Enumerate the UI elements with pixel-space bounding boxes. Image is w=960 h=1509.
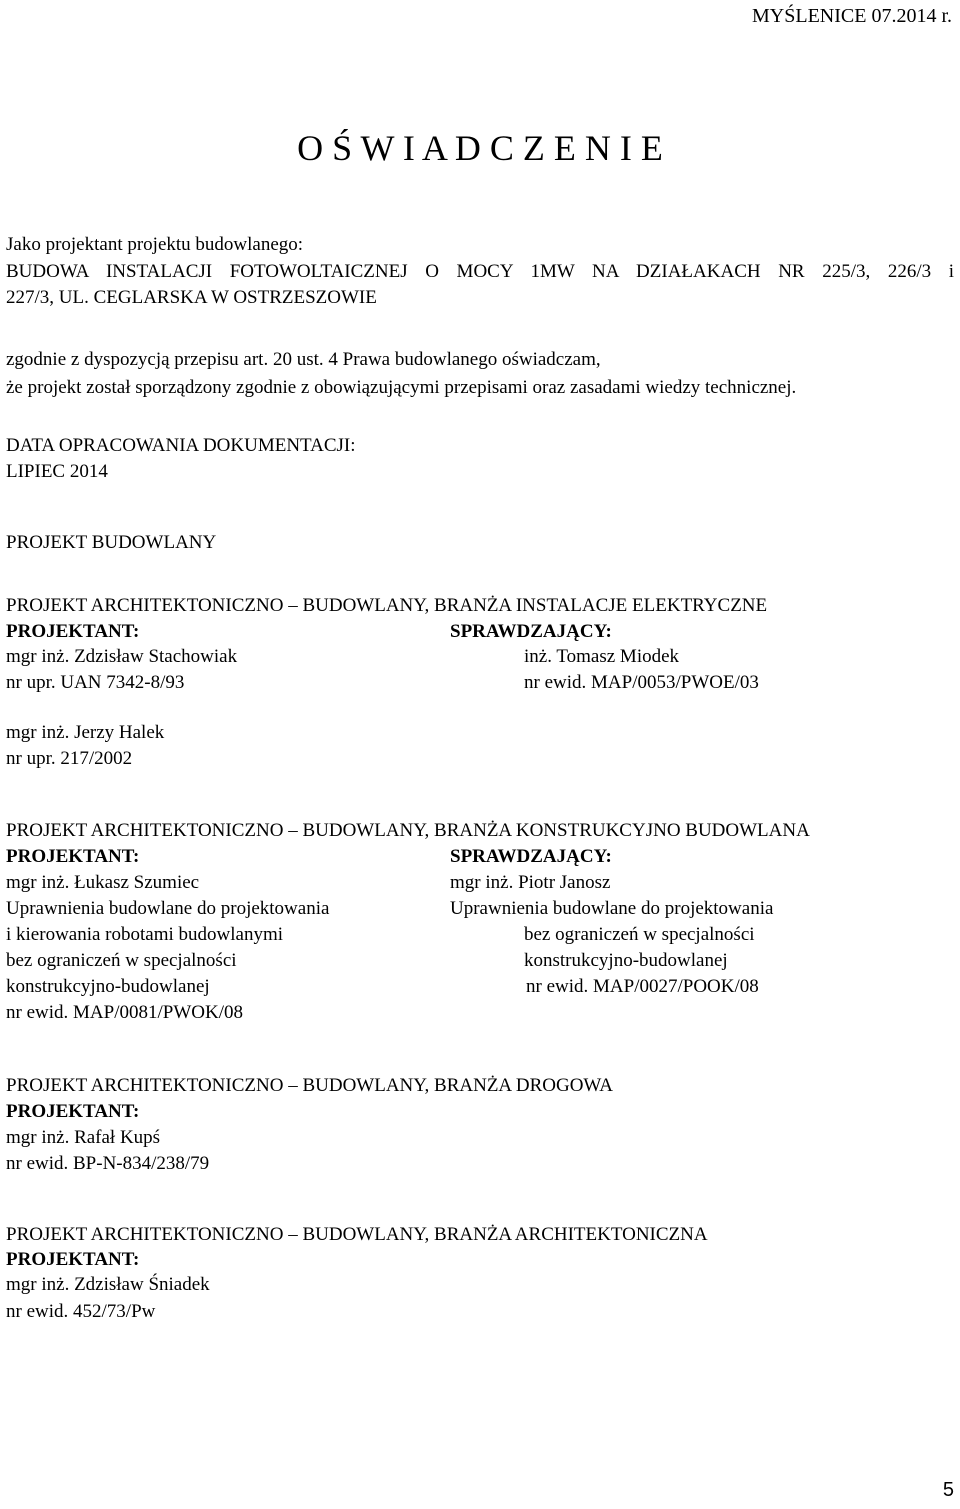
statement-line: zgodnie z dyspozycją przepisu art. 20 ust. 4 Prawa budowlanego oświadczam, <box>6 349 601 370</box>
project-name-line: 227/3, UL. CEGLARSKA W OSTRZESZOWIE <box>6 287 377 308</box>
designer-label: PROJEKTANT: <box>6 846 140 867</box>
section-heading-road: PROJEKT ARCHITEKTONICZNO – BUDOWLANY, BRANŻA DROGOWA <box>6 1075 613 1096</box>
checker-label: SPRAWDZAJĄCY: <box>450 621 612 642</box>
section-heading-electrical: PROJEKT ARCHITEKTONICZNO – BUDOWLANY, BRANŻA INSTALACJE ELEKTRYCZNE <box>6 595 768 616</box>
designer-line: mgr inż. Zdzisław Stachowiak <box>6 646 238 667</box>
designer-line: mgr inż. Łukasz Szumiec <box>6 872 200 893</box>
designer-line: nr ewid. MAP/0081/PWOK/08 <box>6 1002 243 1023</box>
header-place-date: MYŚLENICE 07.2014 r. <box>752 5 952 27</box>
designer-label: PROJEKTANT: <box>6 621 140 642</box>
statement-line: że projekt został sporządzony zgodnie z obowiązującymi przepisami oraz zasadami wiedzy technicznej. <box>6 377 797 398</box>
date-label: DATA OPRACOWANIA DOKUMENTACJI: <box>6 435 356 456</box>
checker-label: SPRAWDZAJĄCY: <box>450 846 612 867</box>
checker-line: konstrukcyjno-budowlanej <box>524 950 728 971</box>
intro-line: Jako projektant projektu budowlanego: <box>6 234 304 255</box>
checker-line: bez ograniczeń w specjalności <box>524 924 755 945</box>
designer-line: konstrukcyjno-budowlanej <box>6 976 210 997</box>
designer2-line: mgr inż. Jerzy Halek <box>6 722 165 743</box>
checker-line: nr ewid. MAP/0027/POOK/08 <box>526 976 759 997</box>
date-value: LIPIEC 2014 <box>6 461 108 482</box>
checker-line: mgr inż. Piotr Janosz <box>450 872 611 893</box>
checker-line: Uprawnienia budowlane do projektowania <box>450 898 774 919</box>
document-title: O Ś W I A D C Z E N I E <box>297 128 663 168</box>
designer-line: nr upr. UAN 7342-8/93 <box>6 672 185 693</box>
designer-line: mgr inż. Rafał Kupś <box>6 1127 161 1148</box>
designer-line: mgr inż. Zdzisław Śniadek <box>6 1274 210 1295</box>
project-type: PROJEKT BUDOWLANY <box>6 532 217 553</box>
designer2-line: nr upr. 217/2002 <box>6 748 133 769</box>
designer-line: nr ewid. 452/73/Pw <box>6 1301 156 1322</box>
checker-line: inż. Tomasz Miodek <box>524 646 680 667</box>
designer-label: PROJEKTANT: <box>6 1101 140 1122</box>
project-name-line: BUDOWA INSTALACJI FOTOWOLTAICZNEJ O MOCY 1MW NA DZIAŁAKACH NR 225/3, 226/3 i <box>6 261 954 282</box>
section-heading-architectural: PROJEKT ARCHITEKTONICZNO – BUDOWLANY, BRANŻA ARCHITEKTONICZNA <box>6 1224 708 1245</box>
designer-line: i kierowania robotami budowlanymi <box>6 924 284 945</box>
page-number: 5 <box>942 1479 954 1501</box>
designer-line: bez ograniczeń w specjalności <box>6 950 237 971</box>
designer-line: nr ewid. BP-N-834/238/79 <box>6 1153 210 1174</box>
checker-line: nr ewid. MAP/0053/PWOE/03 <box>524 672 759 693</box>
section-heading-structural: PROJEKT ARCHITEKTONICZNO – BUDOWLANY, BRANŻA KONSTRUKCYJNO BUDOWLANA <box>6 820 810 841</box>
designer-label: PROJEKTANT: <box>6 1249 140 1270</box>
designer-line: Uprawnienia budowlane do projektowania <box>6 898 330 919</box>
